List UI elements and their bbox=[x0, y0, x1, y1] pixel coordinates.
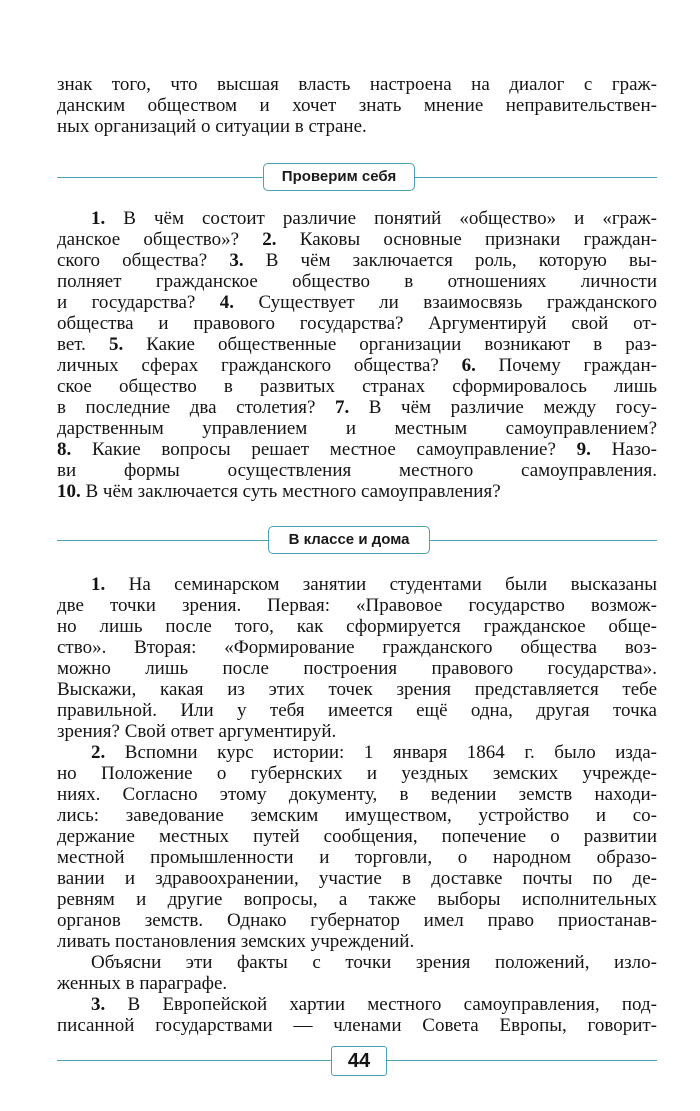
text-line: Выскажи, какая из этих точек зрения представляется тебе bbox=[57, 679, 657, 700]
text-line: зрения? Свой ответ аргументируй. bbox=[57, 721, 337, 742]
text-line: ных организаций о ситуации в стране. bbox=[57, 116, 367, 137]
page-number: 44 bbox=[331, 1046, 387, 1076]
text-line: ревням и другие вопросы, а также выборы исполнительных bbox=[57, 889, 657, 910]
section-title: Проверим себя bbox=[263, 163, 415, 191]
text-line: ство». Вторая: «Формирование гражданского общества воз- bbox=[57, 637, 657, 658]
text-line: 10. В чём заключается суть местного самоуправления? bbox=[57, 481, 501, 502]
text-line: но Положение о губернских и уездных земских учрежде- bbox=[57, 763, 657, 784]
class-and-home-tasks bbox=[57, 574, 657, 1036]
text-line: 8. Какие вопросы решает местное самоуправление? 9. Назо- bbox=[57, 439, 657, 460]
text-line: дарственным управлением и местным самоуправлением? bbox=[57, 418, 657, 439]
text-line: данское общество»? 2. Каковы основные признаки граждан- bbox=[57, 229, 657, 250]
text-line: держание местных путей сообщения, попечение о развитии bbox=[57, 826, 657, 847]
text-line: в последние два столетия? 7. В чём различие между госу- bbox=[57, 397, 657, 418]
text-line: вет. 5. Какие общественные организации возникают в раз- bbox=[57, 334, 657, 355]
section-header-check-yourself bbox=[57, 162, 657, 192]
check-yourself-questions bbox=[57, 208, 657, 502]
page-number-footer bbox=[57, 1046, 657, 1076]
text-line: писанной государствами — членами Совета Европы, говорит- bbox=[57, 1015, 657, 1036]
text-line: 1. На семинарском занятии студентами были высказаны bbox=[91, 574, 657, 595]
text-line: но лишь после того, как сформируется гражданское обще- bbox=[57, 616, 657, 637]
text-line: женных в параграфе. bbox=[57, 973, 228, 994]
text-line: ливать постановления земских учреждений. bbox=[57, 931, 415, 952]
text-line: ви формы осуществления местного самоуправления. bbox=[57, 460, 657, 481]
text-line: Объясни эти факты с точки зрения положений, изло- bbox=[91, 952, 657, 973]
text-line: и государства? 4. Существует ли взаимосвязь гражданского bbox=[57, 292, 657, 313]
text-line: правильной. Или у тебя имеется ещё одна, другая точка bbox=[57, 700, 657, 721]
text-line: ское общество в развитых странах сформировалось лишь bbox=[57, 376, 657, 397]
text-line: можно лишь после построения правового государства». bbox=[57, 658, 657, 679]
text-line: 1. В чём состоит различие понятий «общество» и «граж- bbox=[91, 208, 657, 229]
text-line: ского общества? 3. В чём заключается роль, которую вы- bbox=[57, 250, 657, 271]
text-line: знак того, что высшая власть настроена на диалог с граж- bbox=[57, 74, 657, 95]
text-line: вании и здравоохранении, участие в доставке почты по де- bbox=[57, 868, 657, 889]
text-line: ниях. Согласно этому документу, в ведении земств находи- bbox=[57, 784, 657, 805]
text-line: лись: заведование земским имуществом, устройство и со- bbox=[57, 805, 657, 826]
intro-paragraph bbox=[57, 74, 657, 137]
text-line: общества и правового государства? Аргументируй свой от- bbox=[57, 313, 657, 334]
text-line: 2. Вспомни курс истории: 1 января 1864 г. было изда- bbox=[91, 742, 657, 763]
text-line: личных сферах гражданского общества? 6. Почему граждан- bbox=[57, 355, 657, 376]
text-line: органов земств. Однако губернатор имел право приостанав- bbox=[57, 910, 657, 931]
section-header-class-and-home bbox=[57, 525, 657, 555]
section-title: В классе и дома bbox=[268, 526, 430, 554]
text-line: местной промышленности и торговли, о народном образо- bbox=[57, 847, 657, 868]
text-line: полняет гражданское общество в отношениях личности bbox=[57, 271, 657, 292]
text-line: данским обществом и хочет знать мнение неправительствен- bbox=[57, 95, 657, 116]
text-line: 3. В Европейской хартии местного самоуправления, под- bbox=[91, 994, 657, 1015]
text-line: две точки зрения. Первая: «Правовое государство возмож- bbox=[57, 595, 657, 616]
